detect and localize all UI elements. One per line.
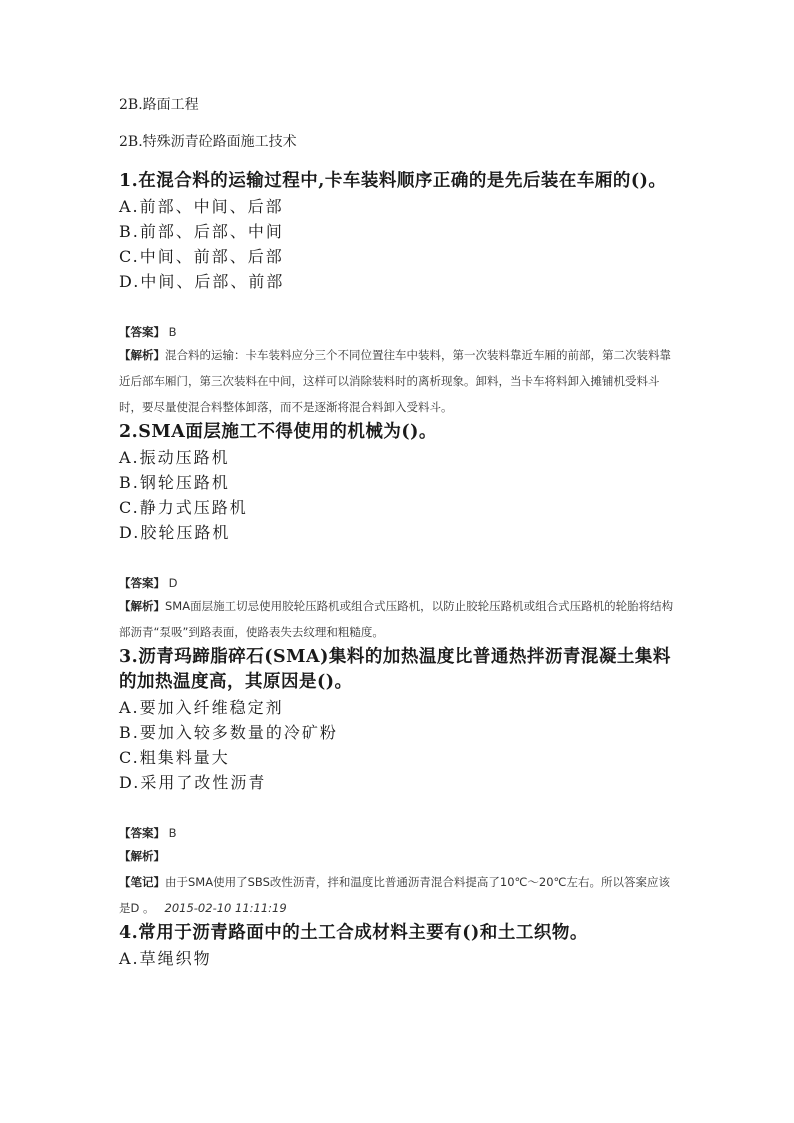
- option-list: [119, 445, 679, 545]
- option-list: [119, 946, 679, 971]
- analysis-block: [119, 593, 679, 645]
- question-1: [119, 169, 679, 420]
- analysis-label: 【解析】: [119, 599, 165, 613]
- question-stem: 4.常用于沥青路面中的土工合成材料主要有()和土工织物。: [119, 923, 588, 943]
- question-stem: 1.在混合料的运输过程中,卡车装料顺序正确的是先后装在车厢的()。: [119, 171, 667, 191]
- answer-value: B: [168, 325, 177, 339]
- analysis-label: 【解析】: [119, 849, 165, 863]
- option-list: [119, 695, 679, 795]
- note-timestamp: 2015-02-10 11:11:19: [164, 901, 287, 915]
- question-stem: 2.SMA面层施工不得使用的机械为()。: [119, 422, 437, 442]
- section-heading-1: 2B.路面工程: [119, 97, 199, 113]
- answer-label: 【答案】: [119, 576, 165, 590]
- option-a: A.振动压路机: [119, 448, 230, 467]
- note-block: [119, 869, 679, 921]
- analysis-label: 【解析】: [119, 348, 165, 362]
- answer-value: D: [168, 576, 178, 590]
- answer-label: 【答案】: [119, 826, 165, 840]
- analysis-block: [119, 843, 679, 869]
- answer-line: [119, 823, 679, 843]
- analysis-text: SMA面层施工切忌使用胶轮压路机或组合式压路机，以防止胶轮压路机或组合式压路机的轮胎将结构部沥青“泵吸”到路表面，使路表失去纹理和粗糙度。: [119, 599, 674, 639]
- answer-label: 【答案】: [119, 325, 165, 339]
- section-heading-2: 2B.特殊沥青砼路面施工技术: [119, 134, 297, 150]
- option-c: C.中间、前部、后部: [119, 247, 284, 266]
- option-d: D.胶轮压路机: [119, 523, 231, 542]
- option-b: B.要加入较多数量的冷矿粉: [119, 723, 338, 742]
- question-stem: 3.沥青玛蹄脂碎石(SMA)集料的加热温度比普通热拌沥青混凝土集料的加热温度高，其原因是()。: [119, 647, 671, 692]
- document-page: [119, 90, 679, 971]
- note-label: 【笔记】: [119, 875, 165, 889]
- answer-value: B: [168, 826, 177, 840]
- option-c: C.粗集料量大: [119, 748, 230, 767]
- analysis-block: [119, 342, 679, 420]
- option-d: D.中间、后部、前部: [119, 272, 285, 291]
- option-b: B.钢轮压路机: [119, 473, 230, 492]
- note-text: 由于SMA使用了SBS改性沥青，拌和温度比普通沥青混合料提高了10℃～20℃左右。所以答案应该是D 。: [119, 875, 670, 915]
- question-4: [119, 921, 679, 971]
- option-a: A.要加入纤维稳定剂: [119, 698, 284, 717]
- analysis-text: 混合料的运输：卡车装料应分三个不同位置往车中装料，第一次装料靠近车厢的前部，第二次装料靠近后部车厢门，第三次装料在中间，这样可以消除装料时的离析现象。卸料，当卡车将料卸入摊铺机受料斗时，要尽量使混合料整体卸落，而不是逐渐将混合料卸入受料斗。: [119, 348, 671, 414]
- option-b: B.前部、后部、中间: [119, 222, 284, 241]
- option-list: [119, 194, 679, 294]
- question-2: [119, 420, 679, 645]
- option-a: A.前部、中间、后部: [119, 197, 284, 216]
- answer-line: [119, 573, 679, 593]
- option-c: C.静力式压路机: [119, 498, 248, 517]
- option-d: D.采用了改性沥青: [119, 773, 267, 792]
- question-3: [119, 645, 679, 921]
- answer-line: [119, 322, 679, 342]
- option-a: A.草绳织物: [119, 949, 212, 968]
